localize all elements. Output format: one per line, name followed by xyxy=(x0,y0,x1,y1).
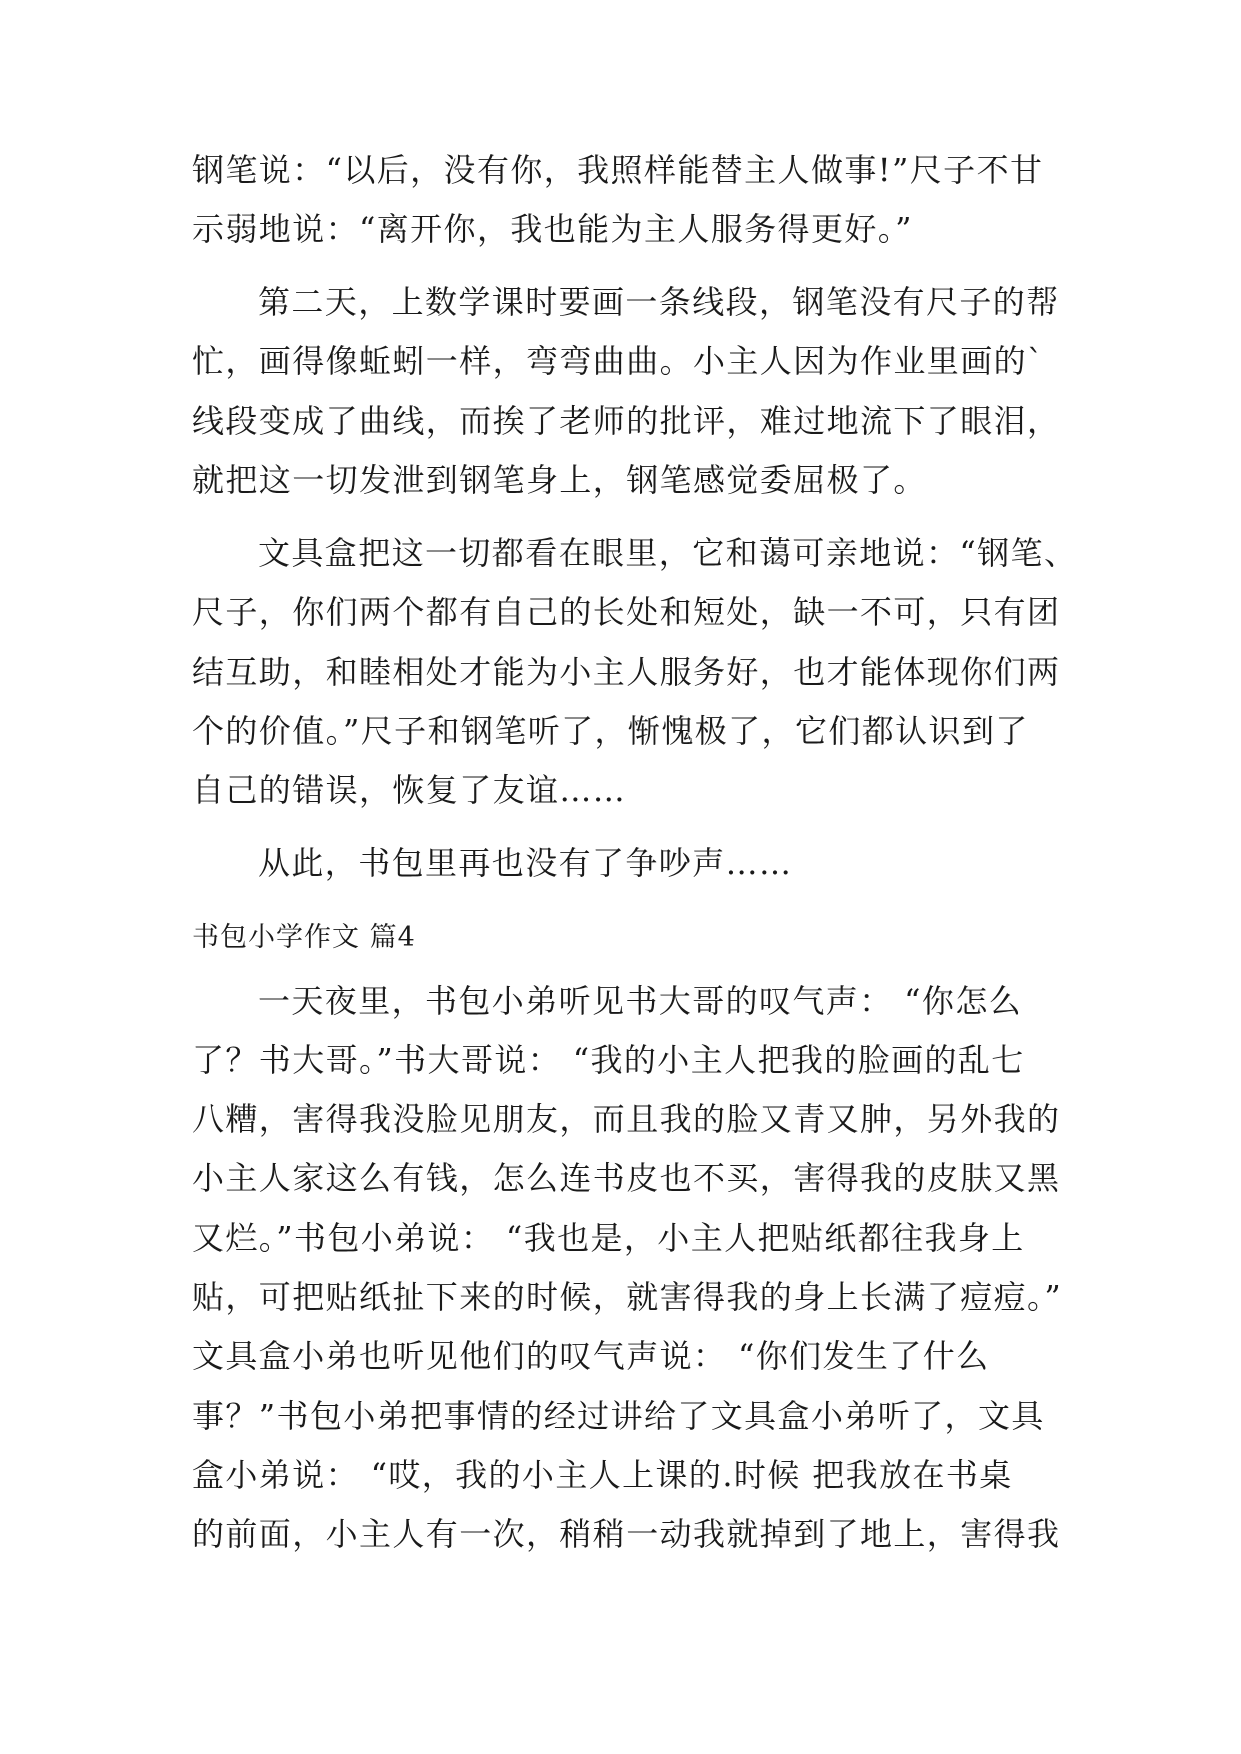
text-line: 个的价值。”尺子和钢笔听了，惭愧极了，它们都认识到了 xyxy=(192,712,1029,750)
text-line: 就把这一切发泄到钢笔身上，钢笔感觉委屈极了。 xyxy=(192,461,927,499)
text-line: 的前面，小主人有一次，稍稍一动我就掉到了地上，害得我 xyxy=(192,1515,1061,1553)
text-line: 盒小弟说： “哎，我的小主人上课的.时候 把我放在书桌 xyxy=(192,1456,1013,1494)
text-line: 第二天，上数学课时要画一条线段，钢笔没有尺子的帮 xyxy=(258,283,1060,321)
text-line: 文具盒小弟也听见他们的叹气声说： “你们发生了什么 xyxy=(192,1337,990,1375)
text-line: 自己的错误，恢复了友谊…… xyxy=(192,771,627,809)
text-line: 又烂。”书包小弟说： “我也是，小主人把贴纸都往我身上 xyxy=(192,1219,1025,1257)
text-line: 钢笔说：“以后，没有你，我照样能替主人做事!”尺子不甘 xyxy=(192,151,1044,189)
text-line: 线段变成了曲线，而挨了老师的批评，难过地流下了眼泪， xyxy=(192,402,1061,440)
text-line: 八糟，害得我没脸见朋友，而且我的脸又青又肿，另外我的 xyxy=(192,1100,1061,1138)
text-line: 一天夜里，书包小弟听见书大哥的叹气声： “你怎么 xyxy=(258,982,1023,1020)
text-line: 忙，画得像蚯蚓一样，弯弯曲曲。小主人因为作业里画的` xyxy=(192,342,1045,380)
text-line: 文具盒把这一切都看在眼里，它和蔼可亲地说：“钢笔、 xyxy=(258,534,1078,572)
text-line: 小主人家这么有钱，怎么连书皮也不买，害得我的皮肤又黑 xyxy=(192,1159,1061,1197)
text-line: 了？书大哥。”书大哥说： “我的小主人把我的脸画的乱七 xyxy=(192,1041,1025,1079)
text-line: 事？”书包小弟把事情的经过讲给了文具盒小弟听了，文具 xyxy=(192,1397,1045,1435)
text-line: 示弱地说：“离开你，我也能为主人服务得更好。” xyxy=(192,210,913,248)
section-heading: 书包小学作文 篇4 xyxy=(192,922,416,953)
text-line: 从此，书包里再也没有了争吵声…… xyxy=(258,844,793,882)
text-line: 结互助，和睦相处才能为小主人服务好，也才能体现你们两 xyxy=(192,653,1061,691)
text-line: 尺子，你们两个都有自己的长处和短处，缺一不可，只有团 xyxy=(192,593,1061,631)
text-line: 贴，可把贴纸扯下来的时候，就害得我的身上长满了痘痘。” xyxy=(192,1278,1063,1316)
